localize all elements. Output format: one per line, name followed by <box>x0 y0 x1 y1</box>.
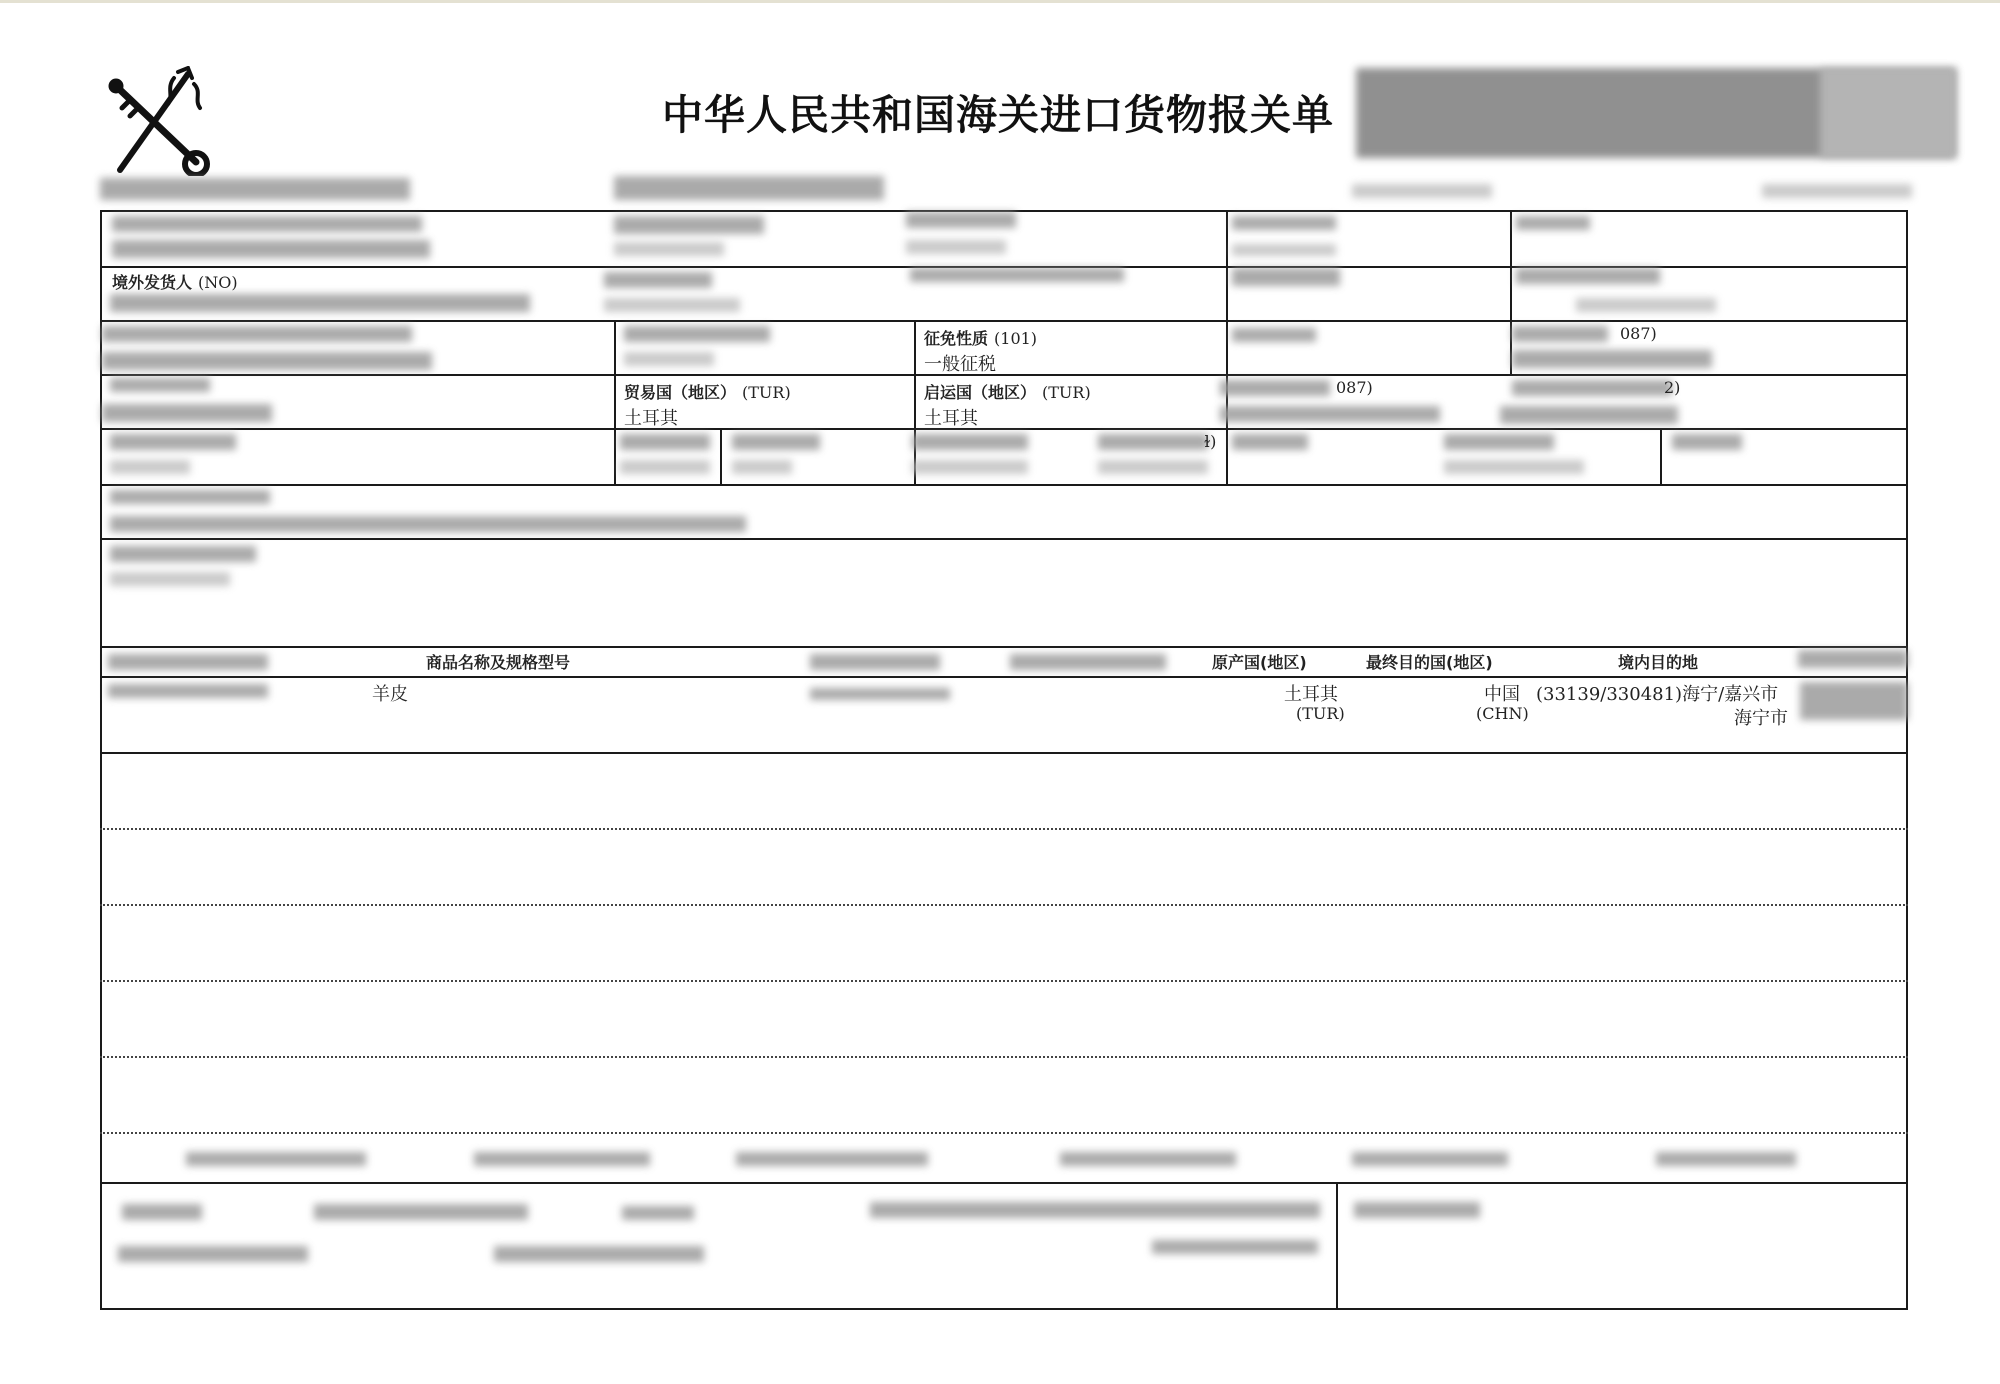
trade-country-label: 贸易国（地区） (TUR) <box>624 383 791 402</box>
redacted-total-1 <box>186 1152 366 1166</box>
redacted-r4-c4b <box>1220 406 1440 422</box>
goods-dotted-line-4 <box>100 1056 1908 1058</box>
redacted-r4-c1b <box>102 404 272 422</box>
redacted-r7-value <box>110 572 230 586</box>
redacted-r3-c5b <box>1512 350 1712 368</box>
redacted-goods-row-levy <box>1800 682 1908 720</box>
redacted-r1-c4b <box>1232 244 1336 256</box>
redacted-total-5 <box>1352 1152 1508 1166</box>
goods-header-name-spec: 商品名称及规格型号 <box>426 653 571 672</box>
levy-nature-value: 一般征税 <box>924 354 996 375</box>
redacted-r2-c2 <box>604 272 712 288</box>
grid-col-line-c <box>1226 210 1228 486</box>
redacted-footer-8 <box>1354 1202 1480 1218</box>
redacted-r3-c2 <box>624 326 770 342</box>
redacted-r4-c4 <box>1220 380 1330 396</box>
redacted-r3-c1b <box>102 352 432 370</box>
redacted-r2-c5 <box>1516 268 1660 284</box>
redacted-r5-c1 <box>110 434 236 450</box>
redacted-r5-c5 <box>1098 434 1208 450</box>
goods-dotted-line-5 <box>100 1132 1908 1134</box>
redacted-goods-row-qty <box>810 688 950 700</box>
redacted-header-center <box>614 176 884 200</box>
redacted-r5-c6 <box>1232 434 1308 450</box>
redacted-footer-4 <box>870 1202 1320 1218</box>
goods-name-spec: 羊皮 <box>372 684 408 705</box>
goods-header-domestic-destination: 境内目的地 <box>1618 653 1699 672</box>
departure-country-code: (TUR) <box>1042 383 1091 402</box>
goods-dotted-line-2 <box>100 904 1908 906</box>
redacted-footer-7 <box>1152 1240 1318 1254</box>
partial-code-4: ɫ) <box>1204 432 1217 451</box>
redacted-r6-label <box>110 490 270 504</box>
levy-nature-code: (101) <box>994 329 1038 348</box>
redacted-r5-c7 <box>1444 434 1554 450</box>
redacted-r1-c1 <box>112 216 422 232</box>
redacted-r3-c5 <box>1512 326 1608 342</box>
redacted-total-6 <box>1656 1152 1796 1166</box>
redacted-total-3 <box>736 1152 928 1166</box>
redacted-r4-c1 <box>110 378 210 392</box>
redacted-r3-c4 <box>1232 328 1316 342</box>
grid-col-line-a <box>614 320 616 486</box>
redacted-r3-c2b <box>624 352 714 366</box>
redacted-r1-c5 <box>1516 216 1590 230</box>
redacted-r6-value <box>110 516 746 532</box>
grid-row-line-2 <box>100 320 1908 322</box>
redacted-footer-6 <box>494 1246 704 1262</box>
partial-code-3: 2) <box>1664 378 1681 397</box>
redacted-r5-c2 <box>620 434 710 450</box>
redacted-top-right-strip <box>1820 68 1956 158</box>
redacted-total-2 <box>474 1152 650 1166</box>
redacted-goods-header-qty <box>810 654 940 670</box>
redacted-r5-c1b <box>110 460 190 474</box>
redacted-goods-row-no <box>108 684 268 698</box>
trade-country-code: (TUR) <box>742 383 791 402</box>
grid-row-line-6 <box>100 538 1908 540</box>
departure-country-label: 启运国（地区） (TUR) <box>924 383 1091 402</box>
top-edge-line <box>0 0 2000 3</box>
document-title: 中华人民共和国海关进口货物报关单 <box>662 91 1334 139</box>
grid-col-line-e <box>720 428 722 486</box>
goods-origin-country: 土耳其 <box>1284 684 1338 705</box>
redacted-goods-header-levy <box>1798 650 1908 668</box>
goods-final-destination-country: 中国 <box>1484 684 1520 705</box>
redacted-r5-c2b <box>620 460 710 474</box>
redacted-r1-c3b <box>906 240 1006 254</box>
redacted-r7-label <box>110 546 256 562</box>
redacted-r1-c2 <box>614 216 764 234</box>
trade-country-value: 土耳其 <box>624 408 678 429</box>
redacted-overseas-consignor-name <box>110 294 530 312</box>
partial-code-2: 087) <box>1336 378 1373 397</box>
grid-row-line-5 <box>100 484 1908 486</box>
redacted-r5-c4 <box>912 434 1028 450</box>
goods-header-line <box>100 676 1908 678</box>
redacted-r4-c5b <box>1500 406 1678 424</box>
redacted-header-right-2 <box>1762 184 1912 198</box>
redacted-r3-c1 <box>102 326 412 342</box>
goods-final-destination-code: (CHN) <box>1476 704 1529 723</box>
redacted-goods-header-price <box>1010 654 1166 670</box>
redacted-r1-c2b <box>614 242 724 256</box>
grid-row-line-4 <box>100 428 1908 430</box>
levy-nature-label: 征免性质 (101) <box>924 329 1038 348</box>
redacted-header-left <box>100 178 410 200</box>
footer-line <box>100 1182 1908 1184</box>
redacted-r5-c8 <box>1672 434 1742 450</box>
overseas-consignor-code: (NO) <box>198 273 238 292</box>
redacted-r2-c5b <box>1576 298 1716 312</box>
grid-row-line-7 <box>100 646 1908 648</box>
redacted-r2-c2b <box>604 298 740 312</box>
goods-row-line <box>100 752 1908 754</box>
redacted-r5-c3b <box>732 460 792 474</box>
departure-country-value: 土耳其 <box>924 408 978 429</box>
redacted-r5-c5b <box>1098 460 1208 474</box>
redacted-header-right-1 <box>1352 184 1492 198</box>
goods-dotted-line-3 <box>100 980 1908 982</box>
redacted-goods-header-no <box>108 654 268 670</box>
goods-dotted-line-1 <box>100 828 1908 830</box>
redacted-footer-1 <box>122 1204 202 1220</box>
redacted-r2-c4 <box>1232 268 1340 286</box>
goods-domestic-destination-line1: (33139/330481)海宁/嘉兴市 <box>1536 684 1779 705</box>
redacted-total-4 <box>1060 1152 1236 1166</box>
redacted-r1-c4 <box>1232 216 1336 230</box>
grid-row-line-3 <box>100 374 1908 376</box>
footer-col-line <box>1336 1182 1338 1310</box>
redacted-footer-5 <box>118 1246 308 1262</box>
redacted-r5-c7b <box>1444 460 1584 474</box>
redacted-r5-c3 <box>732 434 820 450</box>
redacted-r5-c4b <box>912 460 1028 474</box>
goods-origin-code: (TUR) <box>1296 704 1345 723</box>
goods-domestic-destination-line2: 海宁市 <box>1734 708 1788 729</box>
overseas-consignor-label: 境外发货人 (NO) <box>112 273 238 292</box>
redacted-footer-3 <box>622 1206 694 1220</box>
form-border-bottom <box>100 1308 1908 1310</box>
redacted-r2-c3 <box>910 268 1124 282</box>
grid-col-line-f <box>1660 428 1662 486</box>
redacted-r4-c5 <box>1512 380 1672 396</box>
redacted-footer-2 <box>314 1204 528 1220</box>
partial-code-1: 087) <box>1620 324 1657 343</box>
customs-emblem-icon <box>108 66 218 176</box>
goods-header-origin-country: 原产国(地区) <box>1212 653 1307 672</box>
redacted-r1-c1b <box>112 240 430 258</box>
redacted-r1-c3 <box>906 212 1016 228</box>
goods-header-final-destination: 最终目的国(地区) <box>1366 653 1493 672</box>
